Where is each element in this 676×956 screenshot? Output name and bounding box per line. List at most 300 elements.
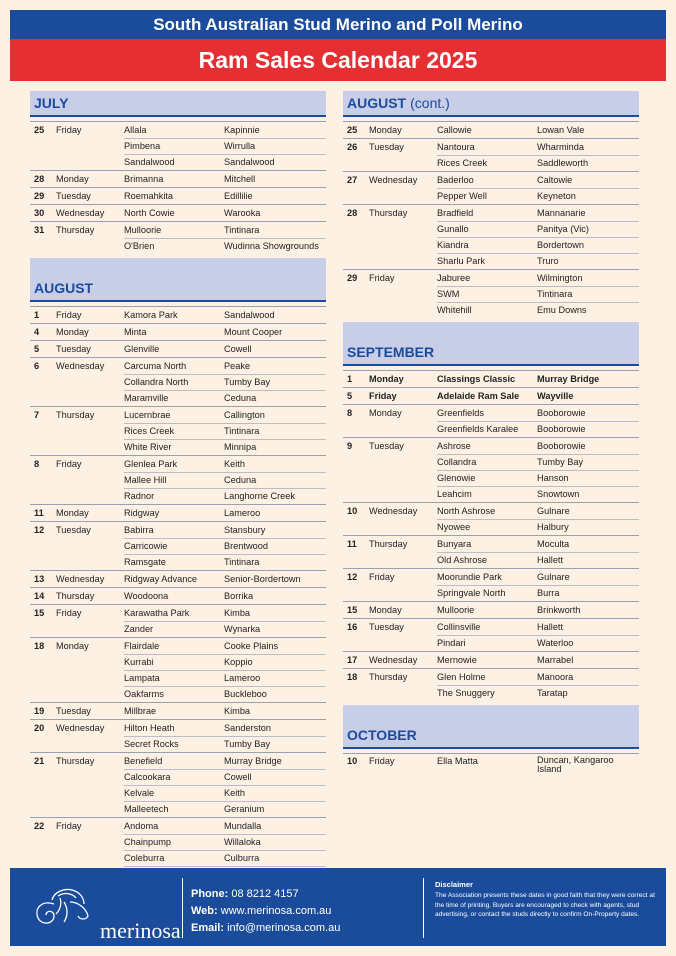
web-value: www.merinosa.com.au [220,905,332,917]
sale-location: Minnipa [224,441,257,452]
sale-row [343,618,639,635]
sale-location: Buckleboo [224,688,267,699]
sale-weekday: Wednesday [56,208,105,218]
sale-weekday: Wednesday [56,723,105,733]
sale-location: Mannanarie [537,207,586,218]
sale-location: Edillilie [224,190,253,201]
row-divider [124,154,326,155]
sale-location: Moculta [537,538,570,549]
sale-row [30,637,326,654]
sale-row [30,488,326,504]
month-name: AUGUST [347,95,407,111]
sale-stud-name: Chainpump [124,837,171,847]
row-divider [437,685,639,686]
sale-location: Booborowie [537,440,586,451]
month-name: OCTOBER [347,727,417,743]
sale-row [30,817,326,834]
sale-stud-name: Babirra [124,525,154,535]
sale-stud-name: Pindari [437,638,466,648]
month-heading [343,91,639,117]
sale-weekday: Friday [369,756,395,766]
sale-location: Gulnare [537,571,570,582]
sale-row [30,154,326,170]
sale-weekday: Thursday [56,756,95,766]
row-divider [437,585,639,586]
sale-location: Tumby Bay [224,376,271,387]
sale-location: Manoora [537,671,574,682]
sale-stud-name: Old Ashrose [437,555,488,565]
sale-stud-name: Baderloo [437,175,474,185]
sale-stud-name: Lucernbrae [124,410,171,420]
sale-location: Gulnare [537,505,570,516]
sale-date: 15 [34,608,45,618]
footer-divider-2 [423,878,424,938]
sale-row [343,502,639,519]
sale-stud-name: Glen Holme [437,672,486,682]
sale-stud-name: Greenfields [437,408,484,418]
sale-stud-name: Classings Classic [437,374,516,384]
sale-stud-name: Nyowee [437,522,471,532]
sale-weekday: Friday [56,125,82,135]
sale-date: 25 [34,125,45,135]
phone-value: 08 8212 4157 [231,888,299,900]
sale-location: Kimba [224,705,251,716]
sale-date: 21 [34,756,45,766]
sale-stud-name: Kiandra [437,240,469,250]
sale-row [30,238,326,254]
email-value: info@merinosa.com.au [227,922,341,934]
sale-row [343,188,639,204]
sale-row [30,702,326,719]
sale-stud-name: Kamora Park [124,310,178,320]
sale-weekday: Tuesday [369,142,404,152]
sale-row [343,286,639,302]
sale-location: Mundalla [224,820,262,831]
sale-location: Halbury [537,521,569,532]
sale-stud-name: Gunallo [437,224,469,234]
sale-location: Duncan, Kangaroo Island [537,755,614,774]
row-divider [437,286,639,287]
sale-weekday: Tuesday [56,191,91,201]
sale-date: 28 [34,174,45,184]
disclaimer [435,880,660,919]
row-divider [124,439,326,440]
sale-location: Taratap [537,687,568,698]
sale-row [30,340,326,357]
sale-row [30,221,326,238]
sale-stud-name: Secret Rocks [124,739,179,749]
sale-row [343,753,639,777]
sale-row [343,568,639,585]
sale-row [30,850,326,866]
sale-date: 22 [34,821,45,831]
sale-row [30,769,326,785]
right-column [343,91,639,781]
sale-date: 27 [347,175,358,185]
sale-row [30,357,326,374]
sale-stud-name: Rices Creek [437,158,488,168]
row-divider [437,188,639,189]
sale-row [30,801,326,817]
sale-row [30,423,326,439]
sale-stud-name: Bunyara [437,539,472,549]
sale-row [343,155,639,171]
sale-date: 5 [347,391,353,401]
sale-stud-name: Carricowie [124,541,168,551]
month-heading [343,705,639,749]
spacer [343,777,639,781]
row-divider [437,635,639,636]
row-divider [124,423,326,424]
sale-row [30,670,326,686]
sale-location: Booborowie [537,423,586,434]
sale-date: 26 [347,142,358,152]
sale-location: Booborowie [537,407,586,418]
sale-stud-name: Zander [124,624,154,634]
sale-stud-name: Millbrae [124,706,157,716]
sale-row [30,621,326,637]
row-divider [437,155,639,156]
sale-location: Tintinara [537,288,573,299]
sale-location: Tintinara [224,224,260,235]
sale-row [343,454,639,470]
sale-location: Lameroo [224,507,261,518]
sale-location: Keyneton [537,190,576,201]
sale-stud-name: Minta [124,327,147,337]
row-divider [437,454,639,455]
sale-location: Lameroo [224,672,261,683]
sale-stud-name: O'Brien [124,241,155,251]
email-line[interactable] [191,920,340,937]
sale-row [30,374,326,390]
sale-date: 30 [34,208,45,218]
sale-row [30,604,326,621]
sale-location: Hallett [537,621,564,632]
sale-location: Culburra [224,852,260,863]
sale-row [343,635,639,651]
header-title: South Australian Stud Merino and Poll Merino [10,10,666,39]
sale-row [30,570,326,587]
sale-location: Emu Downs [537,304,587,315]
sale-stud-name: Calcookara [124,772,171,782]
sale-location: Wudinna Showgrounds [224,240,319,251]
sale-date: 12 [34,525,45,535]
sale-stud-name: Mulloorie [437,605,475,615]
sale-location: Murray Bridge [224,755,282,766]
sale-row [30,752,326,769]
sale-weekday: Friday [56,459,82,469]
sale-location: Wynarka [224,623,261,634]
sale-stud-name: Rices Creek [124,426,175,436]
sale-stud-name: White River [124,442,172,452]
sale-stud-name: Glenlea Park [124,459,178,469]
sale-location: Truro [537,255,559,266]
sale-location: Cooke Plains [224,640,279,651]
sale-date: 8 [347,408,353,418]
sale-stud-name: Carcuma North [124,361,187,371]
sale-location: Hanson [537,472,569,483]
sale-stud-name: Ashrose [437,441,471,451]
sale-location: Tintinara [224,556,260,567]
sale-stud-name: Mallee Hill [124,475,167,485]
sale-row [30,323,326,340]
sale-row [343,535,639,552]
sale-row [343,370,639,387]
sale-location: Langhorne Creek [224,490,295,501]
sale-stud-name: Leahcim [437,489,472,499]
sale-weekday: Tuesday [56,344,91,354]
sale-weekday: Friday [56,821,82,831]
sale-row [30,521,326,538]
sale-row [343,651,639,668]
sale-date: 20 [34,723,45,733]
web-line[interactable] [191,903,340,920]
sale-weekday: Monday [369,408,402,418]
sale-row [30,306,326,323]
sale-row [30,554,326,570]
month-name: AUGUST [34,280,94,296]
sale-stud-name: Adelaide Ram Sale [437,391,520,401]
sale-row [343,121,639,138]
sale-stud-name: Allala [124,125,147,135]
sale-row [30,390,326,406]
sale-weekday: Friday [56,608,82,618]
sale-stud-name: Oakfarms [124,689,164,699]
logo-wordmark: merinosa [100,918,181,943]
disclaimer-text: The Association presents these dates in good faith that they were correct at the time of printing. Buyers are encouraged to check with agents, stud advertising, or contact the studs directly to confirm On-Property dates. [435,892,655,918]
sale-stud-name: Woodoona [124,591,169,601]
sale-weekday: Monday [369,605,402,615]
row-divider [124,654,326,655]
row-divider [437,237,639,238]
row-divider [124,538,326,539]
sale-date: 1 [34,310,40,320]
sale-date: 18 [347,672,358,682]
sale-location: Willaloka [224,836,261,847]
sale-stud-name: Glenville [124,344,160,354]
sale-stud-name: Kurrabi [124,657,154,667]
sale-row [343,437,639,454]
sale-location: Hallett [537,554,564,565]
sale-location: Mount Cooper [224,326,283,337]
sale-row [343,171,639,188]
sale-date: 15 [347,605,358,615]
month-heading [30,258,326,302]
sale-row [30,587,326,604]
row-divider [124,785,326,786]
sale-row [30,654,326,670]
row-divider [437,519,639,520]
sale-location: Senior-Bordertown [224,573,301,584]
sale-stud-name: North Ashrose [437,506,496,516]
sale-location: Brinkworth [537,604,581,615]
sale-weekday: Monday [56,641,89,651]
sale-date: 1 [347,374,353,384]
sale-date: 12 [347,572,358,582]
sale-location: Sandalwood [224,156,275,167]
sale-date: 29 [34,191,45,201]
sale-row [343,685,639,701]
sale-location: Snowtown [537,488,580,499]
sale-row [30,736,326,752]
footer-divider-1 [182,878,183,938]
sale-location: Wilmington [537,272,583,283]
sale-stud-name: Greenfields Karalee [437,424,519,434]
sale-date: 13 [34,574,45,584]
sale-stud-name: Ridgway [124,508,160,518]
sale-stud-name: Malleetech [124,804,169,814]
sale-location: Ceduna [224,392,257,403]
sale-row [30,686,326,702]
row-divider [437,221,639,222]
sale-date: 19 [34,706,45,716]
sale-row [30,138,326,154]
row-divider [124,472,326,473]
sale-location: Kapinnie [224,124,260,135]
sale-location: Murray Bridge [537,373,600,384]
sale-date: 11 [34,508,44,518]
sale-row [343,302,639,318]
sale-row [343,519,639,535]
sale-weekday: Wednesday [369,175,418,185]
sale-row [343,404,639,421]
sale-weekday: Friday [369,572,395,582]
sale-location: Sanderston [224,722,271,733]
sale-location: Stansbury [224,524,266,535]
sale-row [343,486,639,502]
sale-date: 8 [34,459,40,469]
sale-date: 16 [347,622,358,632]
sale-weekday: Tuesday [369,622,404,632]
sale-stud-name: Mernowie [437,655,477,665]
sale-stud-name: Bradfield [437,208,474,218]
month-cont-note: (cont.) [410,95,450,111]
sale-row [343,138,639,155]
sale-row [343,221,639,237]
sale-row [343,204,639,221]
sale-date: 11 [347,539,357,549]
sale-stud-name: Ramsgate [124,557,166,567]
sale-row [343,421,639,437]
sale-location: Waterloo [537,637,574,648]
sale-stud-name: Moorundie Park [437,572,502,582]
sale-stud-name: Pimbena [124,141,161,151]
sale-row [30,455,326,472]
sale-date: 28 [347,208,358,218]
sale-stud-name: Mulloorie [124,225,162,235]
sale-date: 6 [34,361,40,371]
sale-location: Sandalwood [224,309,275,320]
sale-date: 29 [347,273,358,283]
sale-date: 14 [34,591,45,601]
row-divider [437,470,639,471]
sale-location: Cowell [224,771,252,782]
row-divider [124,238,326,239]
sale-location: Tintinara [224,425,260,436]
phone-line[interactable] [191,886,340,903]
sale-stud-name: Karawatha Park [124,608,190,618]
sale-stud-name: Benefield [124,756,163,766]
sale-date: 9 [347,441,353,451]
sale-stud-name: Nantoura [437,142,475,152]
sale-date: 25 [347,125,358,135]
sale-row [30,170,326,187]
sale-weekday: Thursday [56,225,95,235]
sale-location: Ceduna [224,474,257,485]
sale-date: 4 [34,327,40,337]
sale-row [343,387,639,404]
sale-row [30,187,326,204]
sale-weekday: Friday [369,273,395,283]
sale-row [343,668,639,685]
sale-location: Keith [224,458,245,469]
sale-row [30,719,326,736]
sale-stud-name: Whitehill [437,305,472,315]
sale-date: 10 [347,756,358,766]
row-divider [124,138,326,139]
row-divider [437,486,639,487]
row-divider [437,421,639,422]
sale-date: 17 [347,655,358,665]
sale-weekday: Wednesday [369,506,418,516]
sale-row [30,121,326,138]
sale-location: Koppio [224,656,253,667]
sale-row [30,504,326,521]
row-divider [124,769,326,770]
sale-date: 7 [34,410,40,420]
row-divider [437,253,639,254]
sale-location: Wirrulla [224,140,256,151]
sale-weekday: Thursday [369,539,408,549]
sale-location: Marrabel [537,654,574,665]
sale-weekday: Monday [56,508,89,518]
sale-weekday: Friday [369,391,397,401]
row-divider [124,686,326,687]
sale-row [30,204,326,221]
sale-weekday: Wednesday [56,361,105,371]
sale-stud-name: Coleburra [124,853,165,863]
month-name: JULY [34,95,69,111]
sale-location: Lowan Vale [537,124,585,135]
merinosa-logo[interactable] [24,880,181,943]
sale-location: Saddleworth [537,157,589,168]
sale-date: 18 [34,641,45,651]
ram-head-icon [24,880,104,930]
sale-weekday: Wednesday [369,655,418,665]
contact-block [191,886,340,937]
sale-location: Geranium [224,803,265,814]
sale-weekday: Friday [56,310,82,320]
left-column [30,91,326,886]
sale-date: 10 [347,506,358,516]
web-label: Web: [191,905,218,917]
sale-location: Cowell [224,343,252,354]
sale-stud-name: Brimanna [124,174,164,184]
sale-location: Panitya (Vic) [537,223,589,234]
sale-location: Borrika [224,590,254,601]
sale-stud-name: Callowie [437,125,472,135]
sale-stud-name: North Cowie [124,208,175,218]
sale-row [343,237,639,253]
sale-location: Tumby Bay [224,738,271,749]
footer [10,868,666,946]
sale-row [30,834,326,850]
row-divider [437,552,639,553]
sale-stud-name: Lampata [124,673,160,683]
sale-row [343,269,639,286]
sale-stud-name: Glenowie [437,473,476,483]
row-divider [124,801,326,802]
